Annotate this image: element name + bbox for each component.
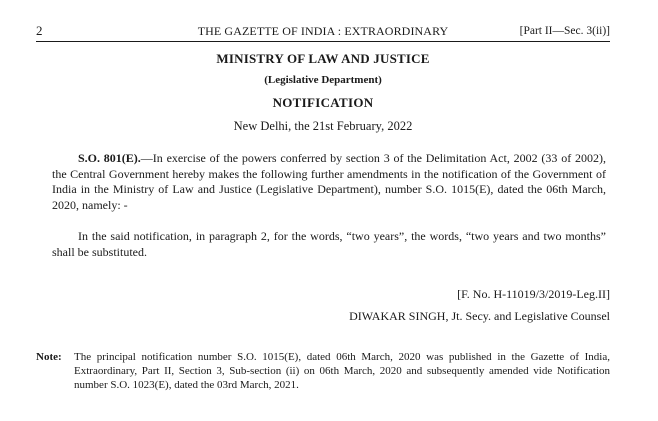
ministry-title: MINISTRY OF LAW AND JUSTICE [216, 51, 430, 66]
file-number: [F. No. H-11019/3/2019-Leg.II] [457, 287, 610, 301]
gazette-header [36, 22, 610, 40]
paragraph-1 [52, 151, 606, 213]
department-title: (Legislative Department) [264, 74, 382, 86]
page-number: 2 [36, 23, 43, 38]
paragraph-1-text: —In exercise of the powers conferred by section 3 of the Delimitation Act, 2002 (33 of 2002), the Central Government hereby makes the following further amendments in the notification of the Government of India in the Ministry of Law and Justice (Legislative Department), number S.O. 1015(E), dated the 06th March, 2020, namely: - [52, 151, 606, 212]
signatory: DIWAKAR SINGH, Jt. Secy. and Legislative Counsel [349, 309, 610, 323]
note-label: Note: [36, 351, 62, 363]
notification-ref: S.O. 801(E). [78, 151, 141, 165]
note-text: The principal notification number S.O. 1015(E), dated 06th March, 2020 was published in the Gazette of India, Extraordinary, Part II, Section 3, Sub-section (ii) on 06th March, 2020 and subsequently amended vide Notification number S.O. 1023(E), dated the 03rd March, 2021. [74, 351, 610, 391]
notification-heading: NOTIFICATION [272, 95, 374, 110]
place-date: New Delhi, the 21st February, 2022 [233, 119, 413, 133]
gazette-title: THE GAZETTE OF INDIA : EXTRAORDINARY [197, 24, 449, 38]
part-section: [Part II—Sec. 3(ii)] [519, 25, 610, 37]
header-rule [36, 41, 610, 42]
footnote [36, 350, 610, 392]
paragraph-2: In the said notification, in paragraph 2, for the words, “two years”, the words, “two years and two months” shall be substituted. [52, 229, 606, 259]
